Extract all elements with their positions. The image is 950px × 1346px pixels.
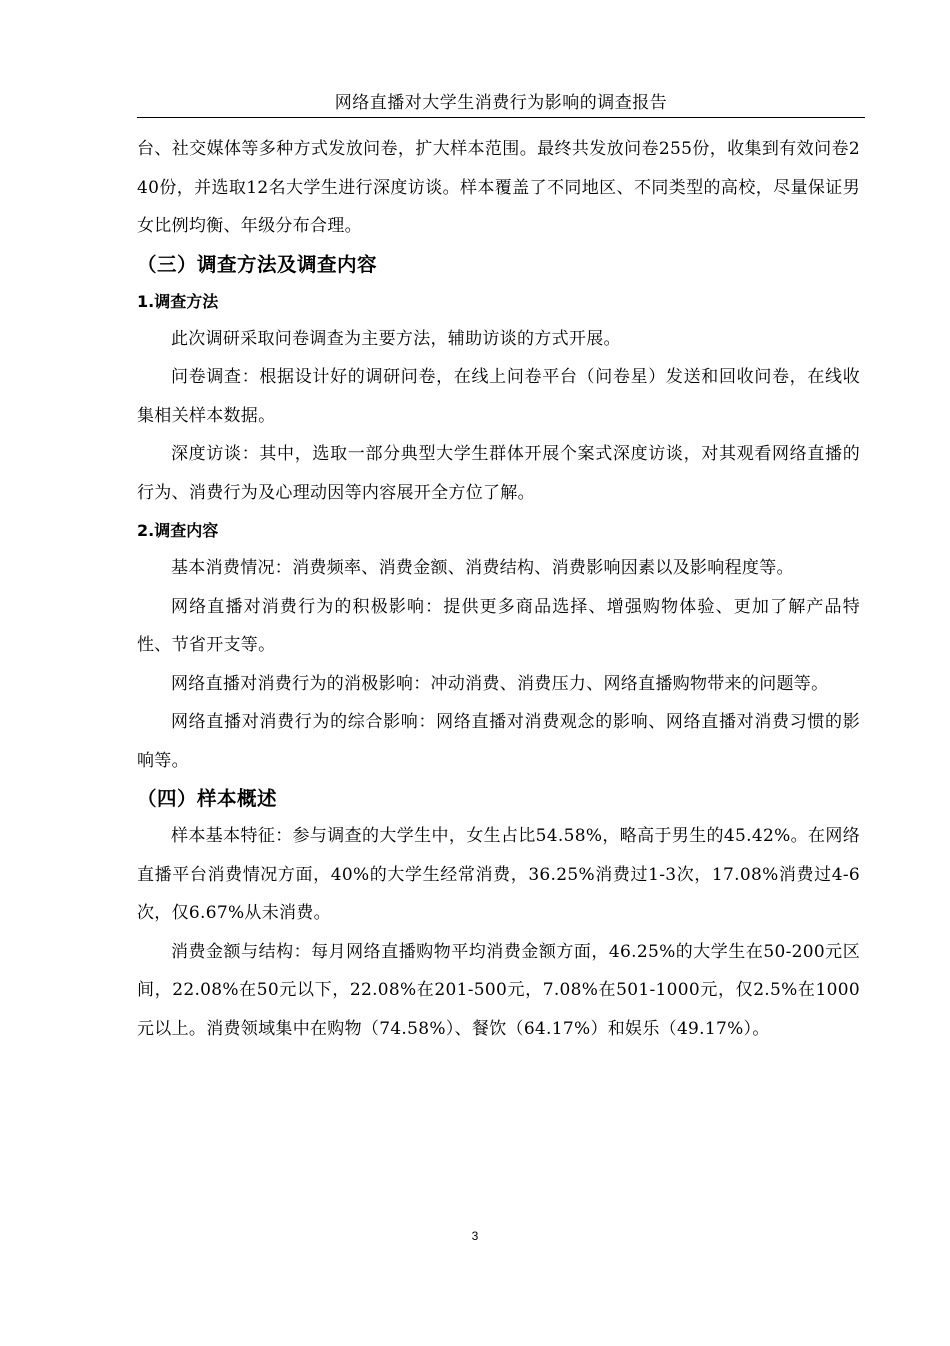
paragraph-interview: 深度访谈：其中，选取一部分典型大学生群体开展个案式深度访谈，对其观看网络直播的行为、消费行为及心理动因等内容展开全方位了解。 bbox=[137, 444, 860, 503]
section-heading-methods-content: （三）调查方法及调查内容 bbox=[137, 252, 378, 276]
paragraph-overall-impact: 网络直播对消费行为的综合影响：网络直播对消费观念的影响、网络直播对消费习惯的影响等。 bbox=[137, 712, 860, 771]
paragraph-basic-consumption: 基本消费情况：消费频率、消费金额、消费结构、消费影响因素以及影响程度等。 bbox=[171, 558, 794, 578]
subheading-methods: 1.调查方法 bbox=[137, 291, 219, 311]
subheading-content: 2.调查内容 bbox=[137, 521, 219, 540]
paragraph-sample-features: 样本基本特征：参与调查的大学生中，女生占比54.58%，略高于男生的45.42%。在网络直播平台消费情况方面，40%的大学生经常消费，36.25%消费过1-3次，17.08%消费过4-6次，仅6.67%从未消费。 bbox=[137, 826, 860, 923]
paragraph-method-intro: 此次调研采取问卷调查为主要方法，辅助访谈的方式开展。 bbox=[171, 328, 621, 349]
section-heading-sample-overview: （四）样本概述 bbox=[137, 787, 278, 810]
header-rule bbox=[137, 117, 865, 118]
paragraph-amount-structure: 消费金额与结构：每月网络直播购物平均消费金额方面，46.25%的大学生在50-200元区间，22.08%在50元以下，22.08%在201-500元，7.08%在501-1000元，仅2.5%在1000元以上。消费领域集中在购物（74.58%）、餐饮（64.17%）和娱乐（49.17%）。 bbox=[137, 941, 860, 1039]
paragraph-positive-impact: 网络直播对消费行为的积极影响：提供更多商品选择、增强购物体验、更加了解产品特性、节省开支等。 bbox=[137, 596, 860, 655]
running-header: 网络直播对大学生消费行为影响的调查报告 bbox=[334, 93, 668, 113]
page-number: 3 bbox=[471, 1229, 479, 1243]
paragraph-sample-distribution: 台、社交媒体等多种方式发放问卷，扩大样本范围。最终共发放问卷255份，收集到有效问卷240份，并选取12名大学生进行深度访谈。样本覆盖了不同地区、不同类型的高校，尽量保证男女比例均衡、年级分布合理。 bbox=[137, 139, 860, 236]
paragraph-negative-impact: 网络直播对消费行为的消极影响：冲动消费、消费压力、网络直播购物带来的问题等。 bbox=[171, 673, 829, 694]
paragraph-questionnaire: 问卷调查：根据设计好的调研问卷，在线上问卷平台（问卷星）发送和回收问卷，在线收集相关样本数据。 bbox=[137, 367, 860, 426]
page-content bbox=[137, 130, 860, 1048]
